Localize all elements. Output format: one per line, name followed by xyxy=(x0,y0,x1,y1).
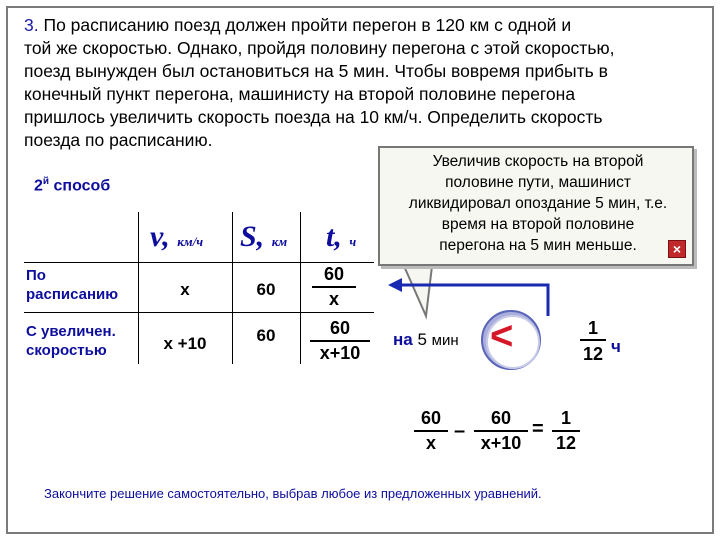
fraction-bar xyxy=(474,430,528,432)
problem-line: поезд вынужден был остановиться на 5 мин. Чтобы вовремя прибыть в xyxy=(24,61,608,81)
time-difference: на 5 мин xyxy=(393,330,459,349)
table-divider xyxy=(24,262,374,263)
equation-fraction-3: 1 12 xyxy=(552,408,580,454)
cell-s-increased: 60 xyxy=(256,326,276,345)
problem-line: пришлось увеличить скорость поезда на 10 км/ч. Определить скорость xyxy=(24,107,603,127)
equation-fraction-1: 60 x xyxy=(414,408,448,454)
equals-sign: = xyxy=(532,418,544,440)
problem-line: поезда по расписанию. xyxy=(24,130,213,150)
less-than-sign: < xyxy=(490,314,514,358)
fraction-bar xyxy=(414,430,448,432)
footer-instruction: Закончите решение самостоятельно, выбрав любое из предложенных уравнений. xyxy=(44,486,542,501)
table-divider xyxy=(138,212,139,364)
cell-s-schedule: 60 xyxy=(256,280,276,299)
cell-v-increased: x +10 xyxy=(163,334,207,353)
fraction-bar xyxy=(552,430,580,432)
equation-fraction-2: 60 x+10 xyxy=(474,408,528,454)
row-label-increased: С увеличен. скоростью xyxy=(26,323,116,359)
minus-sign: – xyxy=(454,420,466,442)
cell-t-increased: 60 x+10 xyxy=(310,318,370,364)
fraction-bar xyxy=(312,286,356,288)
problem-number: 3. xyxy=(24,15,39,35)
table-divider xyxy=(232,212,233,364)
hours-denominator: 12 xyxy=(582,344,604,364)
method-label: $2^й$ способ xyxy=(34,176,111,195)
cell-v-schedule: x xyxy=(180,280,190,299)
problem-line: 3. По расписанию поезд должен пройти перегон в 120 км с одной и xyxy=(24,15,572,35)
close-callout-button[interactable]: × xyxy=(668,240,686,258)
hours-numerator: 1 xyxy=(587,318,598,338)
table-divider xyxy=(24,312,374,313)
header-distance: S, км xyxy=(240,220,288,253)
hours-unit: ч xyxy=(611,337,621,356)
cell-t-schedule: 60 x xyxy=(312,264,356,310)
explanation-callout: Увеличив скорость на второй половине пути, машинист ликвидировал опоздание 5 мин, т.е. время на второй половине перегона на 5 мин меньше. × xyxy=(378,146,694,266)
header-velocity: v, км/ч xyxy=(150,220,204,253)
fraction-bar xyxy=(310,340,370,342)
row-label-schedule: По расписанию xyxy=(26,267,119,303)
problem-line: конечный пункт перегона, машинисту на второй половине перегона xyxy=(24,84,576,104)
table-divider xyxy=(300,212,301,364)
problem-text xyxy=(24,14,708,152)
problem-line: той же скоростью. Однако, пройдя половину перегона с этой скоростью, xyxy=(24,38,615,58)
header-time: t, ч xyxy=(326,220,357,253)
